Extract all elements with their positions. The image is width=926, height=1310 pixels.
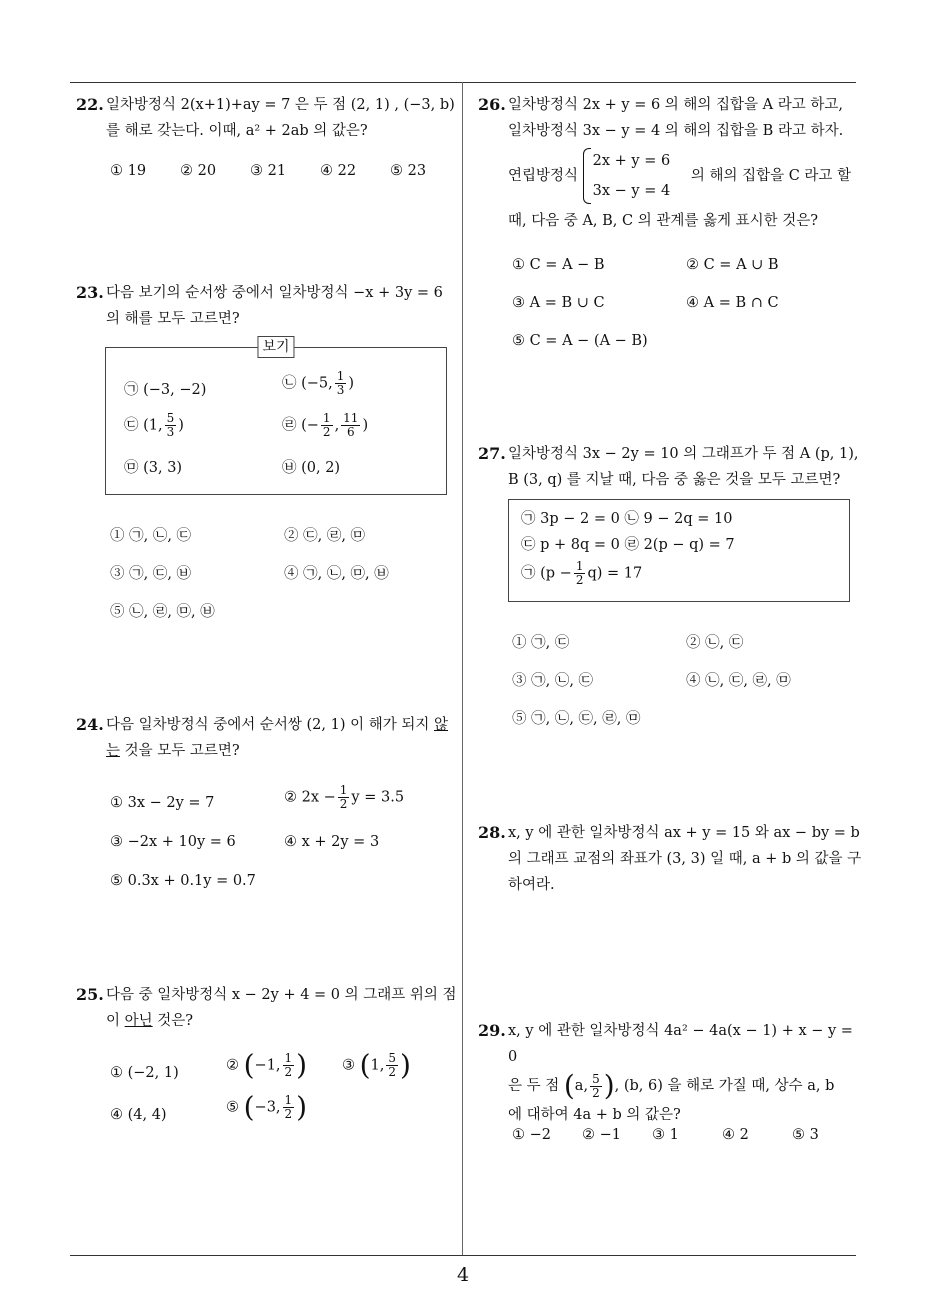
choice-1[interactable]: ① (−2, 1): [110, 1065, 179, 1081]
choice-5[interactable]: ⑤ 0.3x + 0.1y = 0.7: [110, 873, 256, 889]
choice-5[interactable]: ⑤ C = A − (A − B): [512, 333, 648, 349]
choice-4[interactable]: ④ ㉠, ㉡, ㉤, ㉥: [284, 566, 389, 582]
choice-4[interactable]: ④ A = B ∩ C: [686, 295, 779, 311]
page-number: 4: [456, 1264, 470, 1286]
choice-2[interactable]: ② 2x − $\frac{1}{2}$ y = 3.5: [284, 783, 405, 811]
question-number: 29.: [478, 1021, 506, 1040]
question-number: 24.: [76, 715, 104, 734]
question-line-3: 에 대하여 4a + b 의 값은?: [508, 1107, 681, 1123]
underlined-word: 아닌: [124, 1013, 153, 1029]
question-number: 27.: [478, 444, 506, 463]
choice-5[interactable]: ⑤ 23: [390, 163, 427, 179]
choice-1[interactable]: ① −2: [512, 1127, 551, 1143]
q27-choices: [474, 630, 862, 730]
bogi-item-f: ㉥ (0, 2): [282, 460, 341, 476]
question-26: [474, 92, 862, 234]
choice-4[interactable]: ④ (4, 4): [110, 1107, 167, 1123]
choice-2[interactable]: ② 20: [180, 163, 217, 179]
question-line-1: 일차방정식 2x + y = 6 의 해의 집합을 A 라고 하고,: [508, 97, 844, 113]
choice-1[interactable]: ① 3x − 2y = 7: [110, 795, 215, 811]
question-text: 다음 일차방정식 중에서 순서쌍 (2, 1) 이 해가 되지 않는 것을 모두 고르면?: [106, 717, 448, 759]
choice-3[interactable]: ③ (1, $\frac{5}{2}$ ): [342, 1048, 411, 1082]
question-line-2: 일차방정식 3x − y = 4 의 해의 집합을 B 라고 하자.: [508, 123, 844, 139]
q24-choices: [72, 783, 457, 898]
q26-choices: [474, 252, 862, 352]
question-text: 다음 중 일차방정식 x − 2y + 4 = 0 의 그래프 위의 점이 아닌 것은?: [106, 987, 457, 1029]
equation-system: 2x + y = 6 3x − y = 4: [583, 146, 671, 206]
choice-2[interactable]: ② (−1, $\frac{1}{2}$ ): [226, 1048, 308, 1082]
choice-4[interactable]: ④ x + 2y = 3: [284, 834, 380, 850]
question-24: [72, 712, 457, 764]
choice-1[interactable]: ① ㉠, ㉡, ㉢: [110, 528, 192, 544]
q29-choices: [474, 1122, 862, 1152]
choice-3[interactable]: ③ 21: [250, 163, 287, 179]
bogi-item-c: ㉢ (1, $\frac{5}{3}$ ): [124, 411, 184, 439]
condition-line-1: ㉠ 3p − 2 = 0 ㉡ 9 − 2q = 10: [521, 511, 733, 527]
choice-1[interactable]: ① ㉠, ㉢: [512, 635, 570, 651]
question-25: [72, 982, 457, 1034]
q25-choices: [72, 1048, 457, 1142]
equation-system-line: 연립방정식 2x + y = 6 3x − y = 4 의 해의 집합을 C 라고 할: [508, 146, 862, 206]
choice-5[interactable]: ⑤ ㉡, ㉣, ㉤, ㉥: [110, 604, 215, 620]
choice-3[interactable]: ③ 1: [652, 1127, 679, 1143]
choice-3[interactable]: ③ −2x + 10y = 6: [110, 834, 236, 850]
question-line-4: 때, 다음 중 A, B, C 의 관계를 옳게 표시한 것은?: [508, 213, 819, 229]
choice-5[interactable]: ⑤ (−3, $\frac{1}{2}$ ): [226, 1090, 308, 1124]
bogi-item-e: ㉤ (3, 3): [124, 460, 183, 476]
question-line-2: 은 두 점 (a, $\frac{5}{2}$ ), (b, 6) 을 해로 가질 때, 상수 a, b: [508, 1069, 835, 1102]
question-text: x, y 에 관한 일차방정식 ax + y = 15 와 ax − by = b 의 그래프 교점의 좌표가 (3, 3) 일 때, a + b 의 값을 구하여라.: [508, 825, 862, 893]
choice-4[interactable]: ④ 22: [320, 163, 357, 179]
question-line-1: x, y 에 관한 일차방정식 4a² − 4a(x − 1) + x − y = 0: [508, 1023, 853, 1065]
column-divider: [462, 82, 463, 1256]
choice-3[interactable]: ③ ㉠, ㉢, ㉥: [110, 566, 192, 582]
choice-2[interactable]: ② ㉡, ㉢: [686, 635, 744, 651]
question-number: 23.: [76, 283, 104, 302]
bottom-rule: [70, 1255, 856, 1256]
choice-2[interactable]: ② C = A ∪ B: [686, 257, 779, 273]
condition-line-2: ㉢ p + 8q = 0 ㉣ 2(p − q) = 7: [521, 537, 735, 553]
bogi-box: [105, 339, 447, 495]
choice-1[interactable]: ① C = A − B: [512, 257, 605, 273]
choice-1[interactable]: ① 19: [110, 163, 147, 179]
question-text: 일차방정식 3x − 2y = 10 의 그래프가 두 점 A (p, 1), B (3, q) 를 지날 때, 다음 중 옳은 것을 모두 고르면?: [508, 446, 859, 488]
bogi-item-b: ㉡ (−5, $\frac{1}{3}$ ): [282, 369, 355, 397]
choice-5[interactable]: ⑤ ㉠, ㉡, ㉢, ㉣, ㉤: [512, 711, 641, 727]
question-28: [474, 820, 862, 898]
question-number: 26.: [478, 95, 506, 114]
choice-3[interactable]: ③ A = B ∪ C: [512, 295, 605, 311]
condition-box: [508, 499, 850, 602]
question-text: 다음 보기의 순서쌍 중에서 일차방정식 −x + 3y = 6 의 해를 모두 고르면?: [106, 285, 443, 327]
bogi-title: 보기: [257, 336, 294, 358]
choices: [72, 158, 457, 188]
choice-4[interactable]: ④ ㉡, ㉢, ㉣, ㉤: [686, 673, 791, 689]
question-27: [474, 441, 862, 493]
question-22: [72, 92, 457, 188]
question-number: 22.: [76, 95, 104, 114]
bogi-item-d: ㉣ (− $\frac{1}{2}$ , $\frac{11}{6}$ ): [282, 411, 369, 439]
underlined-word: 않는: [106, 717, 448, 759]
question-23: [72, 280, 457, 332]
question-number: 28.: [478, 823, 506, 842]
top-rule: [70, 82, 856, 83]
condition-line-3: ㉠ (p − $\frac{1}{2}$ q) = 17: [521, 559, 643, 587]
question-text: 일차방정식 2(x+1)+ay = 7 은 두 점 (2, 1) , (−3, b) 를 해로 갖는다. 이때, a² + 2ab 의 값은?: [106, 97, 455, 139]
q23-choices: [72, 524, 457, 624]
choice-3[interactable]: ③ ㉠, ㉡, ㉢: [512, 673, 594, 689]
choice-2[interactable]: ② −1: [582, 1127, 621, 1143]
question-number: 25.: [76, 985, 104, 1004]
bogi-item-a: ㉠ (−3, −2): [124, 382, 207, 398]
choice-5[interactable]: ⑤ 3: [792, 1127, 819, 1143]
choice-2[interactable]: ② ㉢, ㉣, ㉤: [284, 528, 366, 544]
choice-4[interactable]: ④ 2: [722, 1127, 749, 1143]
question-29: [474, 1018, 862, 1128]
